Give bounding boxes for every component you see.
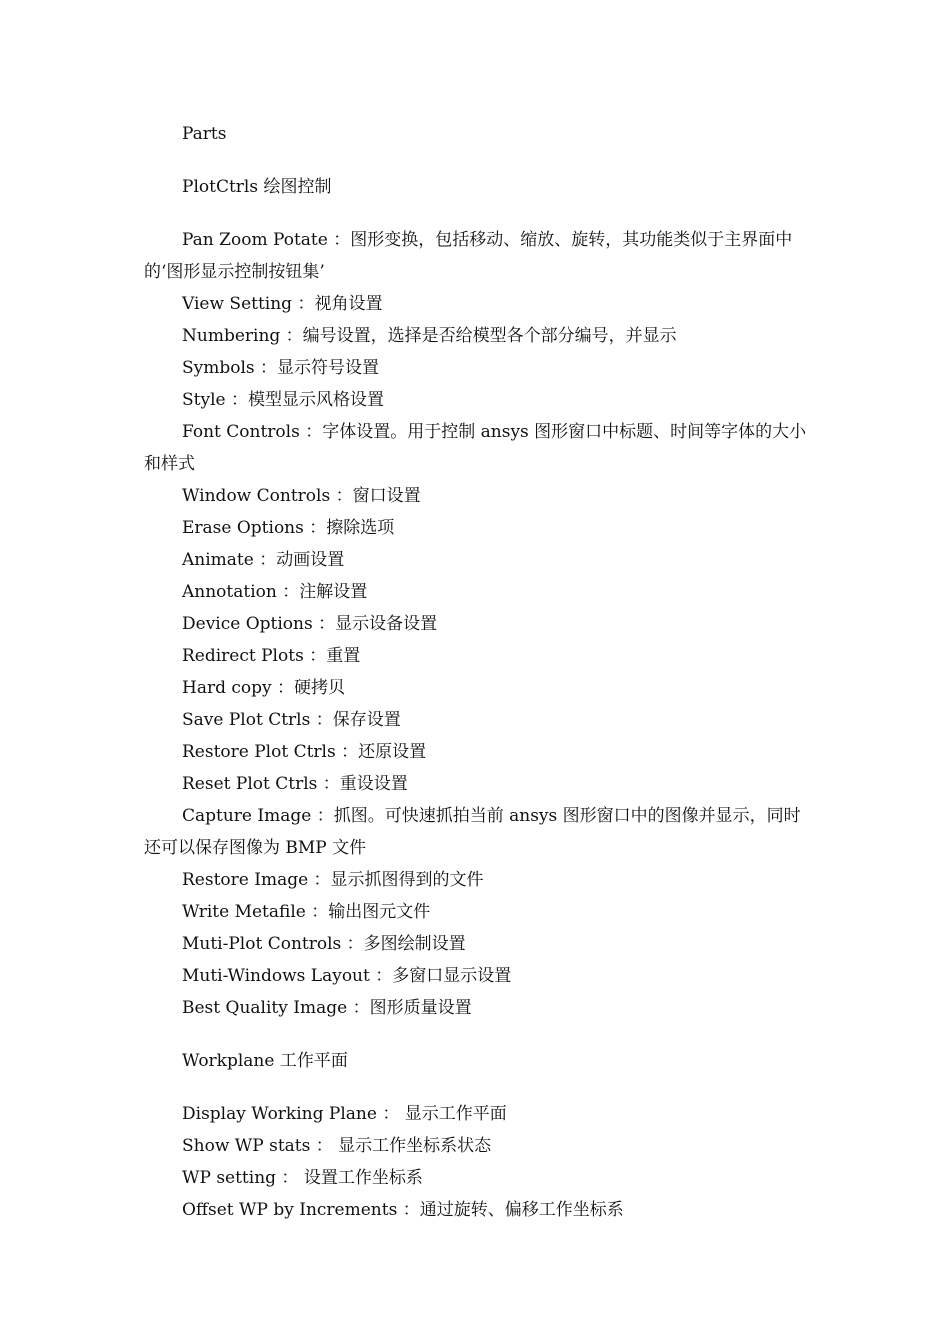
list-item: Symbols ：显示符号设置 bbox=[182, 358, 380, 378]
list-item: Pan Zoom Potate ：图形变换，包括移动、缩放、旋转，其功能类似于主界面中的‘图形显示控制按钮集’ bbox=[144, 230, 793, 282]
list-item: Animate ：动画设置 bbox=[182, 550, 345, 570]
list-item: Display Working Plane ： 显示工作平面 bbox=[182, 1104, 507, 1124]
list-item: WP setting ： 设置工作坐标系 bbox=[182, 1168, 423, 1188]
list-item: Style ：模型显示风格设置 bbox=[182, 390, 384, 410]
spacer bbox=[144, 150, 814, 171]
list-item: View Setting ：视角设置 bbox=[182, 294, 383, 314]
document-content bbox=[144, 118, 814, 1226]
list-item: Annotation ：注解设置 bbox=[182, 582, 368, 602]
list-item: Restore Plot Ctrls ：还原设置 bbox=[182, 742, 427, 762]
list-item: Device Options ：显示设备设置 bbox=[182, 614, 438, 634]
list-item: Show WP stats ： 显示工作坐标系状态 bbox=[182, 1136, 492, 1156]
section-title-workplane: Workplane 工作平面 bbox=[182, 1051, 348, 1071]
spacer bbox=[144, 1077, 814, 1098]
list-item: Restore Image ：显示抓图得到的文件 bbox=[182, 870, 484, 890]
plotctrls-list bbox=[144, 224, 814, 1024]
list-item: Window Controls ：窗口设置 bbox=[182, 486, 421, 506]
workplane-list bbox=[144, 1098, 814, 1226]
section-title-parts: Parts bbox=[182, 124, 227, 144]
list-item: Muti-Windows Layout ：多窗口显示设置 bbox=[182, 966, 512, 986]
list-item: Save Plot Ctrls ：保存设置 bbox=[182, 710, 401, 730]
list-item: Capture Image ：抓图。可快速抓拍当前 ansys 图形窗口中的图像并显示，同时还可以保存图像为 BMP 文件 bbox=[144, 806, 801, 858]
list-item: Write Metafile ：输出图元文件 bbox=[182, 902, 431, 922]
section-title-plotctrls: PlotCtrls 绘图控制 bbox=[182, 177, 332, 197]
list-item: Erase Options ：擦除选项 bbox=[182, 518, 395, 538]
list-item: Redirect Plots ：重置 bbox=[182, 646, 361, 666]
spacer bbox=[144, 203, 814, 224]
list-item: Numbering ：编号设置，选择是否给模型各个部分编号，并显示 bbox=[182, 326, 677, 346]
list-item: Reset Plot Ctrls ：重设设置 bbox=[182, 774, 408, 794]
list-item: Font Controls ：字体设置。用于控制 ansys 图形窗口中标题、时间等字体的大小和样式 bbox=[144, 422, 807, 474]
list-item: Hard copy ：硬拷贝 bbox=[182, 678, 346, 698]
list-item: Best Quality Image ：图形质量设置 bbox=[182, 998, 472, 1018]
list-item: Muti-Plot Controls ：多图绘制设置 bbox=[182, 934, 466, 954]
list-item: Offset WP by Increments ：通过旋转、偏移工作坐标系 bbox=[182, 1200, 624, 1220]
spacer bbox=[144, 1024, 814, 1045]
